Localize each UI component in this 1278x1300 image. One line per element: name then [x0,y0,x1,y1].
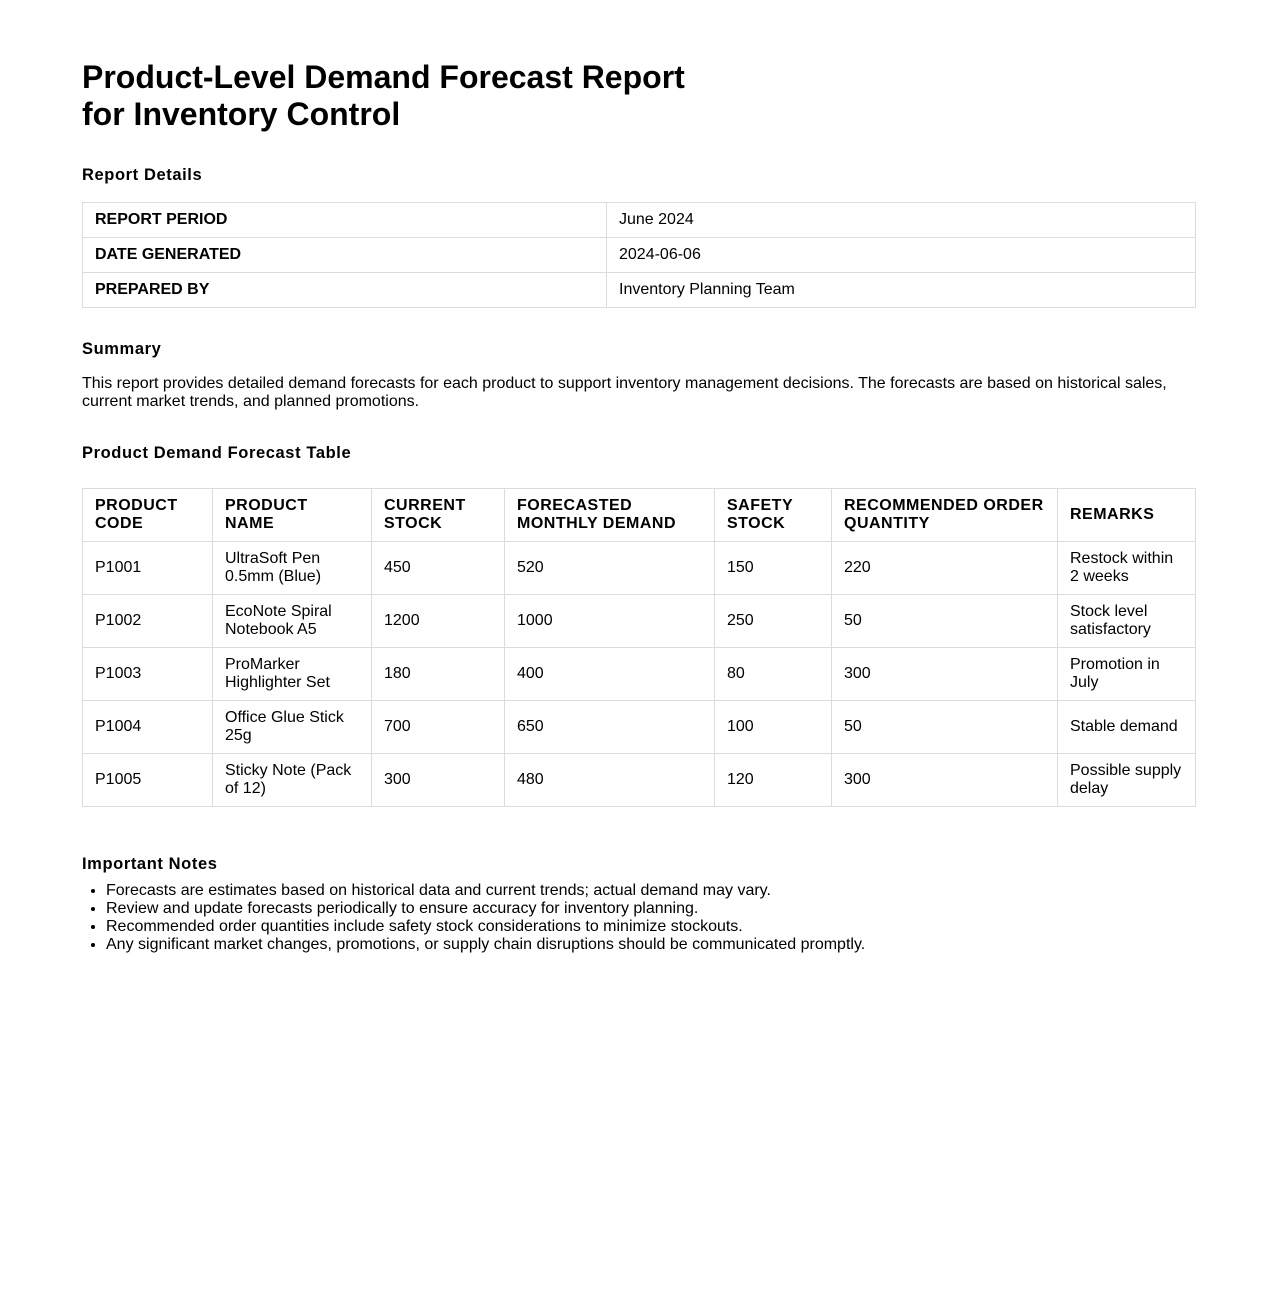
column-header: SAFETY STOCK [715,489,832,542]
title-line-2: for Inventory Control [82,96,401,132]
forecast-table [82,488,1196,807]
table-row [83,542,1196,595]
cell-current-stock: 300 [372,754,505,807]
cell-product-name: ProMarker Highlighter Set [213,648,372,701]
detail-label: REPORT PERIOD [83,203,607,238]
column-header: FORECASTED MONTHLY DEMAND [505,489,715,542]
cell-product-code: P1002 [83,595,213,648]
cell-current-stock: 450 [372,542,505,595]
cell-forecasted-demand: 1000 [505,595,715,648]
table-row [83,648,1196,701]
report-details-table [82,202,1196,308]
cell-remarks: Stock level satisfactory [1058,595,1196,648]
column-header: PRODUCT NAME [213,489,372,542]
list-item: • Review and update forecasts periodically to ensure accuracy for inventory planning. [106,900,865,918]
cell-safety-stock: 120 [715,754,832,807]
table-row [83,238,1196,273]
cell-product-name: Sticky Note (Pack of 12) [213,754,372,807]
cell-order-quantity: 220 [832,542,1058,595]
notes-list [82,882,865,954]
list-item: • Forecasts are estimates based on historical data and current trends; actual demand may vary. [106,882,865,900]
cell-safety-stock: 100 [715,701,832,754]
cell-forecasted-demand: 650 [505,701,715,754]
column-header: RECOMMENDED ORDER QUANTITY [832,489,1058,542]
column-header: CURRENT STOCK [372,489,505,542]
cell-forecasted-demand: 400 [505,648,715,701]
summary-text: This report provides detailed demand forecasts for each product to support inventory management decisions. The forecasts are based on historical sales, current market trends, and planned promotions. [82,375,1167,410]
cell-remarks: Possible supply delay [1058,754,1196,807]
cell-forecasted-demand: 480 [505,754,715,807]
detail-label: PREPARED BY [83,273,607,308]
detail-value: June 2024 [607,203,1196,238]
cell-order-quantity: 300 [832,754,1058,807]
cell-remarks: Promotion in July [1058,648,1196,701]
cell-order-quantity: 50 [832,701,1058,754]
table-row [83,273,1196,308]
cell-current-stock: 700 [372,701,505,754]
cell-product-name: EcoNote Spiral Notebook A5 [213,595,372,648]
report-details-heading: Report Details [82,166,203,184]
list-item: • Recommended order quantities include safety stock considerations to minimize stockouts. [106,918,865,936]
cell-safety-stock: 80 [715,648,832,701]
cell-current-stock: 1200 [372,595,505,648]
cell-product-name: Office Glue Stick 25g [213,701,372,754]
cell-remarks: Restock within 2 weeks [1058,542,1196,595]
table-row [83,595,1196,648]
detail-value: 2024-06-06 [607,238,1196,273]
cell-order-quantity: 50 [832,595,1058,648]
title-line-1: Product-Level Demand Forecast Report [82,59,685,95]
page-title [82,59,782,133]
forecast-table-heading: Product Demand Forecast Table [82,444,352,462]
column-header: REMARKS [1058,489,1196,542]
cell-remarks: Stable demand [1058,701,1196,754]
table-row [83,203,1196,238]
cell-forecasted-demand: 520 [505,542,715,595]
detail-label: DATE GENERATED [83,238,607,273]
table-row [83,754,1196,807]
cell-product-code: P1001 [83,542,213,595]
cell-current-stock: 180 [372,648,505,701]
table-header-row [83,489,1196,542]
table-row [83,701,1196,754]
detail-value: Inventory Planning Team [607,273,1196,308]
column-header: PRODUCT CODE [83,489,213,542]
cell-product-code: P1003 [83,648,213,701]
notes-heading: Important Notes [82,855,218,873]
cell-product-code: P1005 [83,754,213,807]
cell-order-quantity: 300 [832,648,1058,701]
cell-product-code: P1004 [83,701,213,754]
cell-safety-stock: 150 [715,542,832,595]
list-item: • Any significant market changes, promotions, or supply chain disruptions should be communicated promptly. [106,936,865,954]
cell-safety-stock: 250 [715,595,832,648]
summary-heading: Summary [82,340,162,358]
cell-product-name: UltraSoft Pen 0.5mm (Blue) [213,542,372,595]
